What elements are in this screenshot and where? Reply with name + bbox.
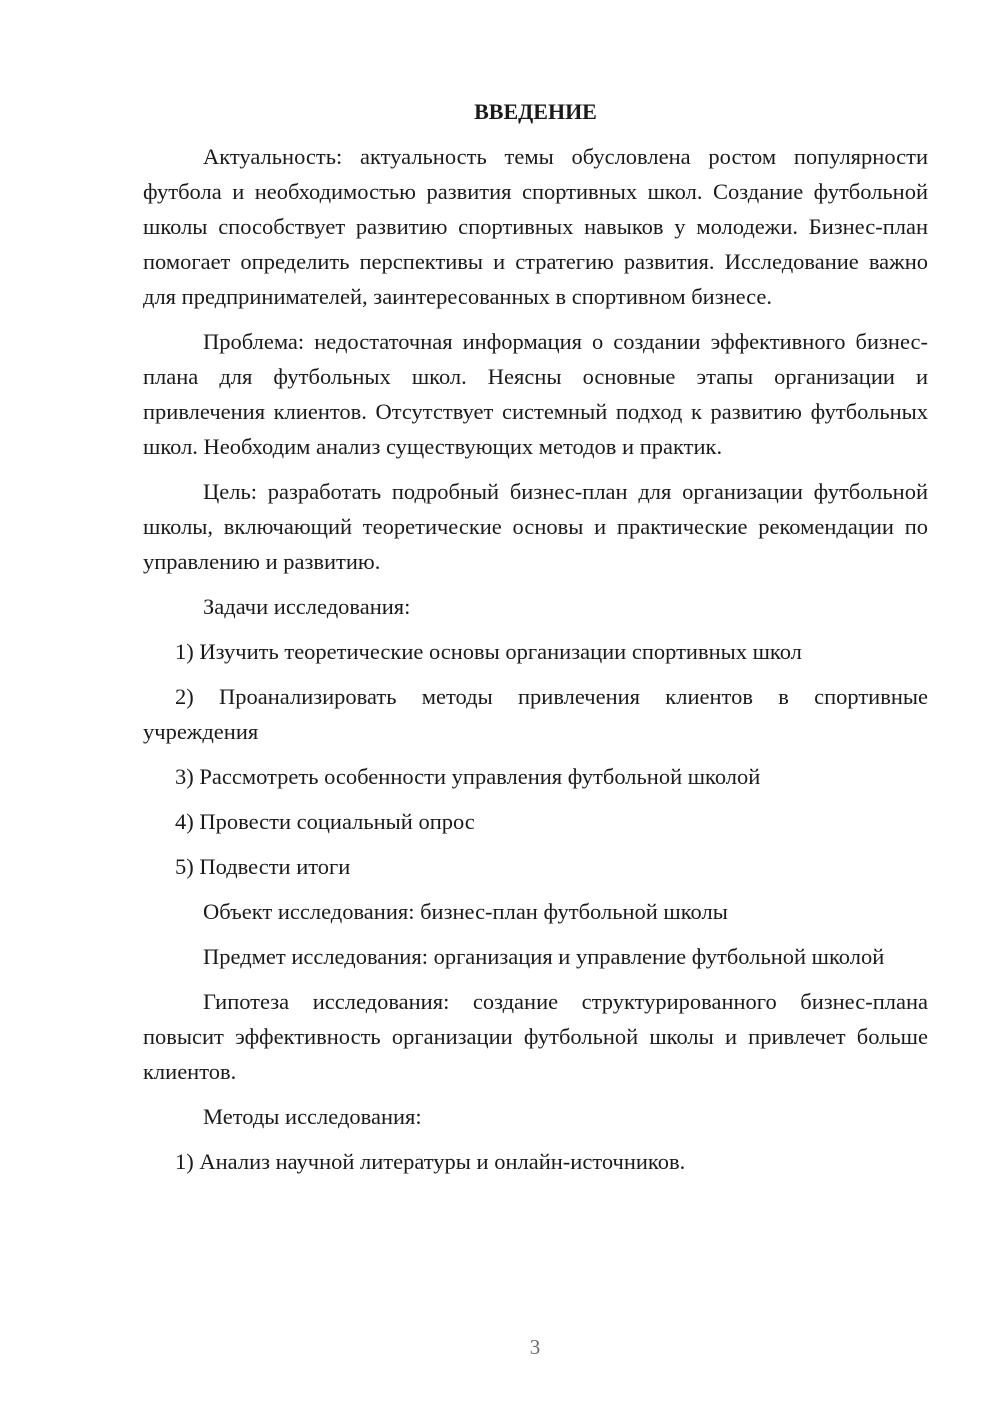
document-body xyxy=(143,94,928,1189)
paragraph-object: Объект исследования: бизнес-план футбольной школы xyxy=(203,899,728,924)
paragraph-problem: Проблема: недостаточная информация о создании эффективного бизнес-плана для футбольных школ. Неясны основные этапы организации и привлечения клиентов. Отсутствует системный подход к развитию футбольных школ. Необходим анализ существующих методов и практик. xyxy=(143,329,928,459)
task-item: 1) Изучить теоретические основы организации спортивных школ xyxy=(175,639,802,664)
paragraph-relevance: Актуальность: актуальность темы обусловлена ростом популярности футбола и необходимостью развития спортивных школ. Создание футбольной школы способствует развитию спортивных навыков у молодежи. Бизнес-план помогает определить перспективы и стратегию развития. Исследование важно для предпринимателей, заинтересованных в спортивном бизнесе. xyxy=(143,144,928,309)
task-item: 3) Рассмотреть особенности управления футбольной школой xyxy=(175,764,761,789)
task-item: 4) Провести социальный опрос xyxy=(175,809,475,834)
method-item: 1) Анализ научной литературы и онлайн-источников. xyxy=(175,1149,686,1174)
section-title: ВВЕДЕНИЕ xyxy=(474,99,597,124)
paragraph-goal: Цель: разработать подробный бизнес-план для организации футбольной школы, включающий теоретические основы и практические рекомендации по управлению и развитию. xyxy=(143,479,928,574)
paragraph-subject: Предмет исследования: организация и управление футбольной школой xyxy=(203,944,885,969)
page-number: 3 xyxy=(529,1335,541,1359)
task-item: 2) Проанализировать методы привлечения клиентов в спортивные учреждения xyxy=(143,684,928,744)
paragraph-hypothesis: Гипотеза исследования: создание структурированного бизнес-плана повысит эффективность организации футбольной школы и привлечет больше клиентов. xyxy=(143,989,928,1084)
task-item: 5) Подвести итоги xyxy=(175,854,351,879)
methods-heading: Методы исследования: xyxy=(203,1104,422,1129)
tasks-heading: Задачи исследования: xyxy=(203,594,411,619)
